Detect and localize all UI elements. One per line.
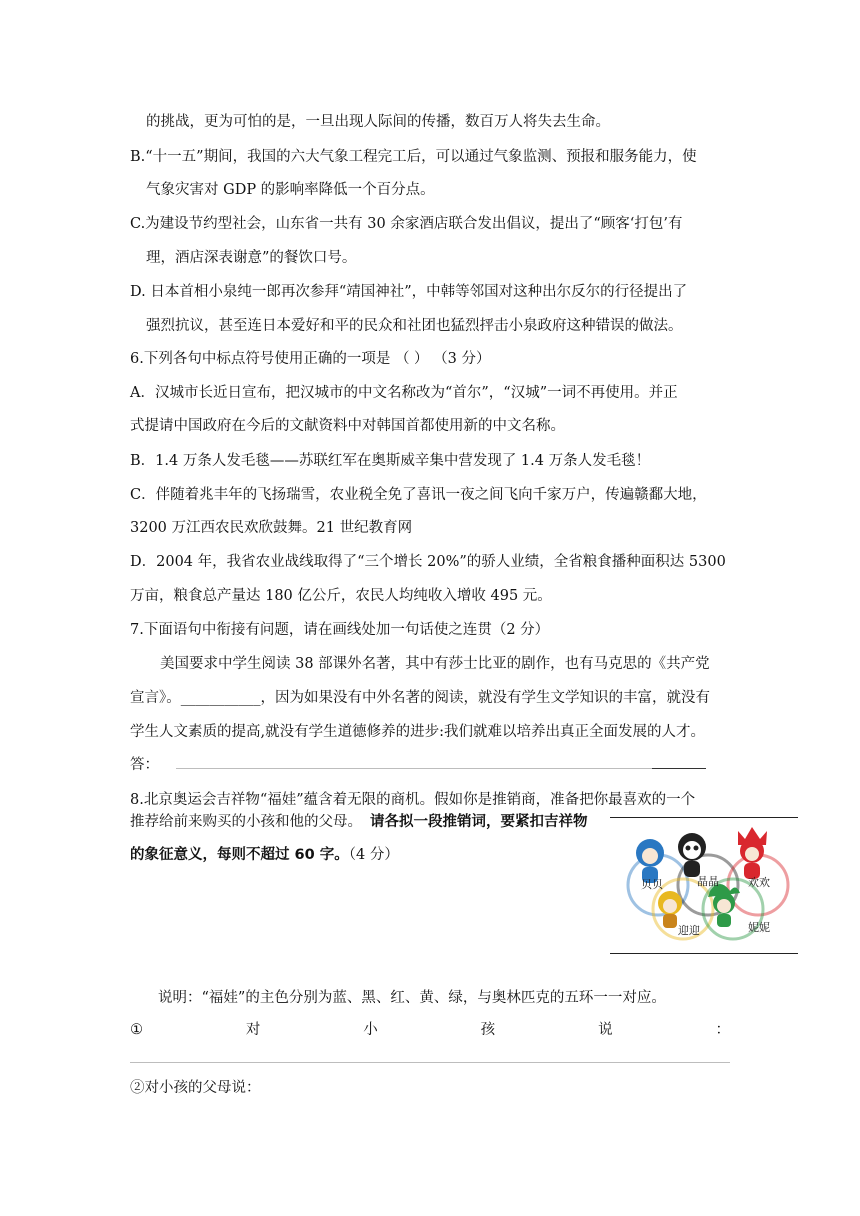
- text-line: 美国要求中学生阅读 38 部课外名著，其中有莎士比亚的剧作，也有马克思的《共产党: [160, 656, 710, 672]
- text-line: B.“十一五”期间，我国的六大气象工程完工后，可以通过气象监测、预报和服务能力，使: [130, 149, 697, 165]
- option-a: A．汉城市长近日宣布，把汉城市的中文名称改为“首尔”，“汉城”一词不再使用。并正: [130, 385, 678, 401]
- prompt-char: ①: [130, 1022, 143, 1038]
- prompt-char: 说: [598, 1022, 613, 1038]
- prompt-char: ：: [715, 1022, 730, 1038]
- score-label: （4 分）: [348, 847, 399, 863]
- text-line: 宣言》。___________，因为如果没有中外名著的阅读，就没有学生文学知识的丰富，就没有: [130, 690, 710, 706]
- text-line: C.为建设节约型社会，山东省一共有 30 余家酒店联合发出倡议，提出了“顾客‘打包’有: [130, 216, 683, 232]
- answer-prompt-2: ②对小孩的父母说：: [130, 1080, 261, 1096]
- answer-line-end: [652, 768, 706, 769]
- yingying-label: 迎迎: [678, 924, 700, 937]
- prompt-char: 对: [245, 1022, 261, 1038]
- text-line: 理，酒店深表谢意”的餐饮口号。: [146, 250, 357, 266]
- huanhuan-label: 欢欢: [748, 876, 770, 889]
- text-line: 推荐给前来购买的小孩和他的父母。: [130, 814, 362, 830]
- text-line: 3200 万江西农民欢欣鼓舞。21 世纪教育网: [130, 520, 413, 536]
- option-c: C．伴随着兆丰年的飞扬瑞雪，农业税全免了喜讯一夜之间飞向千家万户，传遍赣鄱大地，: [130, 487, 707, 503]
- note-text: 说明：“福娃”的主色分别为蓝、黑、红、黄、绿，与奥林匹克的五环一一对应。: [158, 990, 666, 1006]
- answer-prompt-1: [130, 1020, 730, 1040]
- text-line: D. 日本首相小泉纯一郎再次参拜“靖国神社”，中韩等邻国对这种出尔反尔的行径提出了: [130, 284, 688, 300]
- question-6: 6.下列各句中标点符号使用正确的一项是 （ ） （3 分）: [130, 351, 491, 367]
- text-line: 的挑战，更为可怕的是，一旦出现人际间的传播，数百万人将失去生命。: [146, 114, 610, 130]
- question-8: 8.北京奥运会吉祥物“福娃”蕴含着无限的商机。假如你是推销商，准备把你最喜欢的一个: [130, 792, 696, 808]
- text-line: 式提请中国政府在今后的文献资料中对韩国首都使用新的中文名称。: [130, 418, 565, 434]
- answer-line[interactable]: [176, 768, 652, 769]
- fuwa-mascots-image: [610, 817, 798, 954]
- instruction-line: [130, 845, 399, 865]
- nini-label: 妮妮: [748, 921, 770, 934]
- option-d: D．2004 年，我省农业战线取得了“三个增长 20%”的骄人业绩，全省粮食播种面积达 5300: [130, 554, 726, 570]
- huanhuan-mascot: [738, 827, 767, 879]
- beibei-label: 贝贝: [641, 878, 663, 891]
- text-line: 强烈抗议，甚至连日本爱好和平的民众和社团也猛烈抨击小泉政府这种错误的做法。: [146, 318, 683, 334]
- instruction-bold-2: 的象征意义，每则不超过 60 字。: [130, 847, 349, 863]
- olympic-rings-image: [610, 817, 798, 954]
- yingying-mascot: [658, 891, 682, 928]
- beibei-mascot: [636, 839, 664, 883]
- option-b: B．1.4 万条人发毛毯——苏联红军在奥斯威辛集中营发现了 1.4 万条人发毛毯！: [130, 453, 651, 469]
- answer-line-1[interactable]: [130, 1062, 730, 1063]
- instruction-bold: 请各拟一段推销词，要紧扣吉祥物: [370, 814, 588, 830]
- prompt-char: 小: [363, 1022, 378, 1038]
- question-7: 7.下面语句中衔接有问题，请在画线处加一句话使之连贯（2 分）: [130, 622, 550, 638]
- text-line: 气象灾害对 GDP 的影响率降低一个百分点。: [146, 182, 435, 198]
- text-line: 万亩，粮食总产量达 180 亿公斤，农民人均纯收入增收 495 元。: [130, 588, 552, 604]
- prompt-char: 孩: [480, 1022, 496, 1038]
- text-line: 学生人文素质的提高,就没有学生道德修养的进步:我们就难以培养出真正全面发展的人才。: [130, 724, 705, 740]
- jingjing-label: 晶晶: [697, 875, 719, 888]
- answer-label: 答：: [130, 757, 159, 773]
